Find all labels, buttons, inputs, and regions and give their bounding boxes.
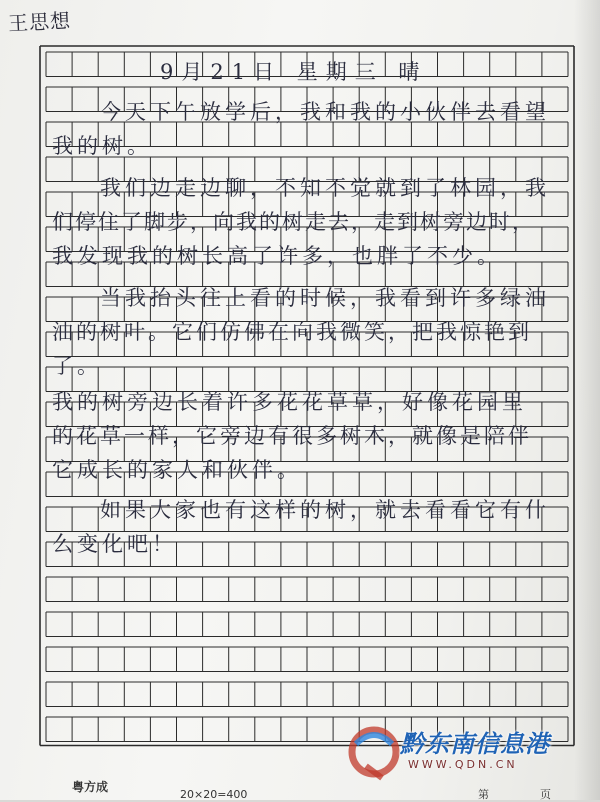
essay-line-3: 我们边走边聊，不知不觉就到了林园，我 [100, 176, 550, 200]
author-name: 王思想 [7, 8, 72, 36]
watermark [348, 722, 588, 784]
essay-line-2: 我的树。 [52, 134, 152, 158]
essay-line-12: 如果大家也有这样的树，就去看看它有什 [100, 498, 550, 522]
essay-line-6: 当我抬头往上看的时候，我看到许多绿油 [100, 286, 550, 310]
essay-line-11: 它成长的家人和伙伴。 [52, 458, 302, 482]
essay-line-4: 们停住了脚步，向我的树走去，走到树旁边时， [52, 210, 535, 234]
publisher-label: 粤方成 [72, 780, 109, 794]
essay-line-10: 的花草一样，它旁边有很多树木，就像是陪伴 [52, 424, 532, 448]
essay-line-9: 我的树旁边长着许多花花草草，好像花园里 [52, 390, 527, 414]
watermark-logo-icon [348, 722, 404, 782]
watermark-site-name: 黔东南信息港 [400, 729, 550, 758]
essay-line-5: 我发现我的树长高了许多，也胖了不少。 [52, 244, 502, 268]
watermark-url: WWW.QDN.CN [408, 758, 518, 771]
page-unit-label: 页 [540, 788, 551, 801]
grid-size-label: 20×20=400 [180, 788, 248, 801]
essay-line-7: 油的树叶。它们仿佛在向我微笑，把我惊艳到 [52, 320, 532, 344]
date-header: 9月21日 星期三 晴 [160, 60, 428, 84]
page-label: 第 [478, 788, 489, 801]
essay-line-13: 么变化吧！ [52, 532, 177, 556]
essay-line-1: 今天下午放学后，我和我的小伙伴去看望 [100, 100, 550, 124]
essay-line-8: 了。 [52, 354, 102, 378]
